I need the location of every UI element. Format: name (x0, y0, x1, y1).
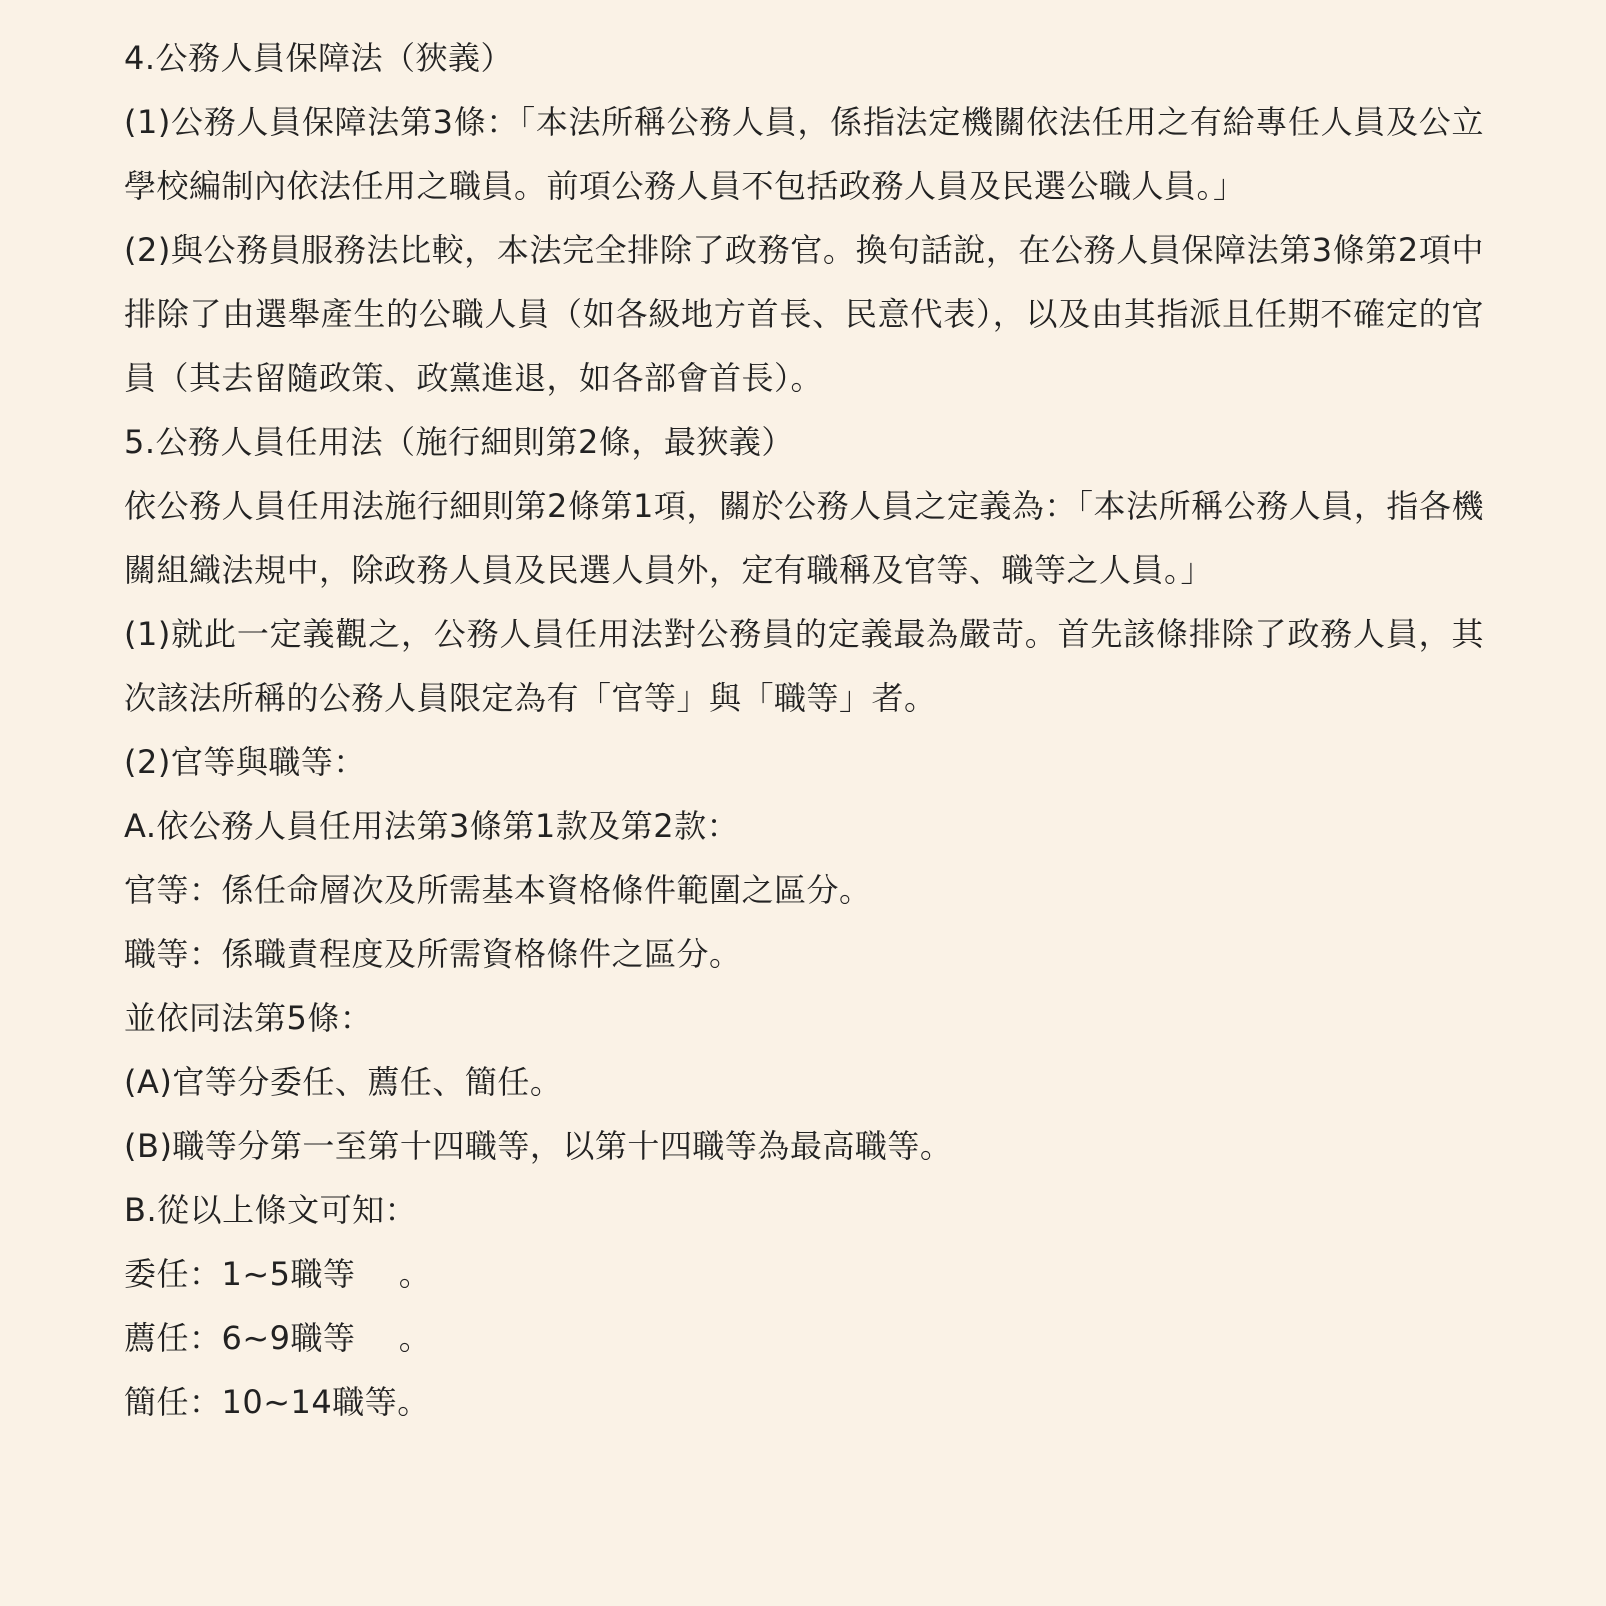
paragraph-definition-observation: (1)就此一定義觀之，公務人員任用法對公務員的定義最為嚴苛。首先該條排除了政務人員，其次該法所稱的公務人員限定為有「官等」與「職等」者。 (124, 615, 1484, 717)
item-a-rank-categories: (A)官等分委任、薦任、簡任。 (124, 1063, 563, 1101)
subheading-rank-and-grade: (2)官等與職等： (124, 743, 366, 781)
heading-civil-servant-protection-act: 4.公務人員保障法（狹義） (124, 39, 514, 77)
paragraph-protection-act-article-3: (1)公務人員保障法第3條：「本法所稱公務人員，係指法定機關依法任用之有給專任人員及公立學校編制內依法任用之職員。前項公務人員不包括政務人員及民選公職人員。」 (124, 103, 1484, 205)
definition-rank: 官等：係任命層次及所需基本資格條件範圍之區分。 (124, 871, 872, 909)
paragraph-comparison-service-act: (2)與公務員服務法比較，本法完全排除了政務官。換句話說，在公務人員保障法第3條第2項中排除了由選舉產生的公職人員（如各級地方首長、民意代表），以及由其指派且任期不確定的官員（其去留隨政策、政黨進退，如各部會首長）。 (124, 231, 1484, 397)
item-b-conclusion: B.從以上條文可知： (124, 1191, 418, 1229)
heading-civil-servant-employment-act: 5.公務人員任用法（施行細則第2條，最狹義） (124, 423, 794, 461)
item-b-grade-levels: (B)職等分第一至第十四職等，以第十四職等為最高職等。 (124, 1127, 953, 1165)
rank-junior-grades: 委任：1~5職等 。 (124, 1255, 432, 1293)
rank-recommended-grades: 薦任：6~9職等 。 (124, 1319, 432, 1357)
rank-senior-grades: 簡任：10~14職等。 (124, 1383, 430, 1421)
item-a-article-3: A.依公務人員任用法第3條第1款及第2款： (124, 807, 740, 845)
paragraph-employment-act-definition: 依公務人員任用法施行細則第2條第1項，關於公務人員之定義為：「本法所稱公務人員，指各機關組織法規中，除政務人員及民選人員外，定有職稱及官等、職等之人員。」 (124, 487, 1484, 589)
line-article-5: 並依同法第5條： (124, 999, 373, 1037)
document-body (124, 26, 1484, 1434)
definition-grade: 職等：係職責程度及所需資格條件之區分。 (124, 935, 742, 973)
